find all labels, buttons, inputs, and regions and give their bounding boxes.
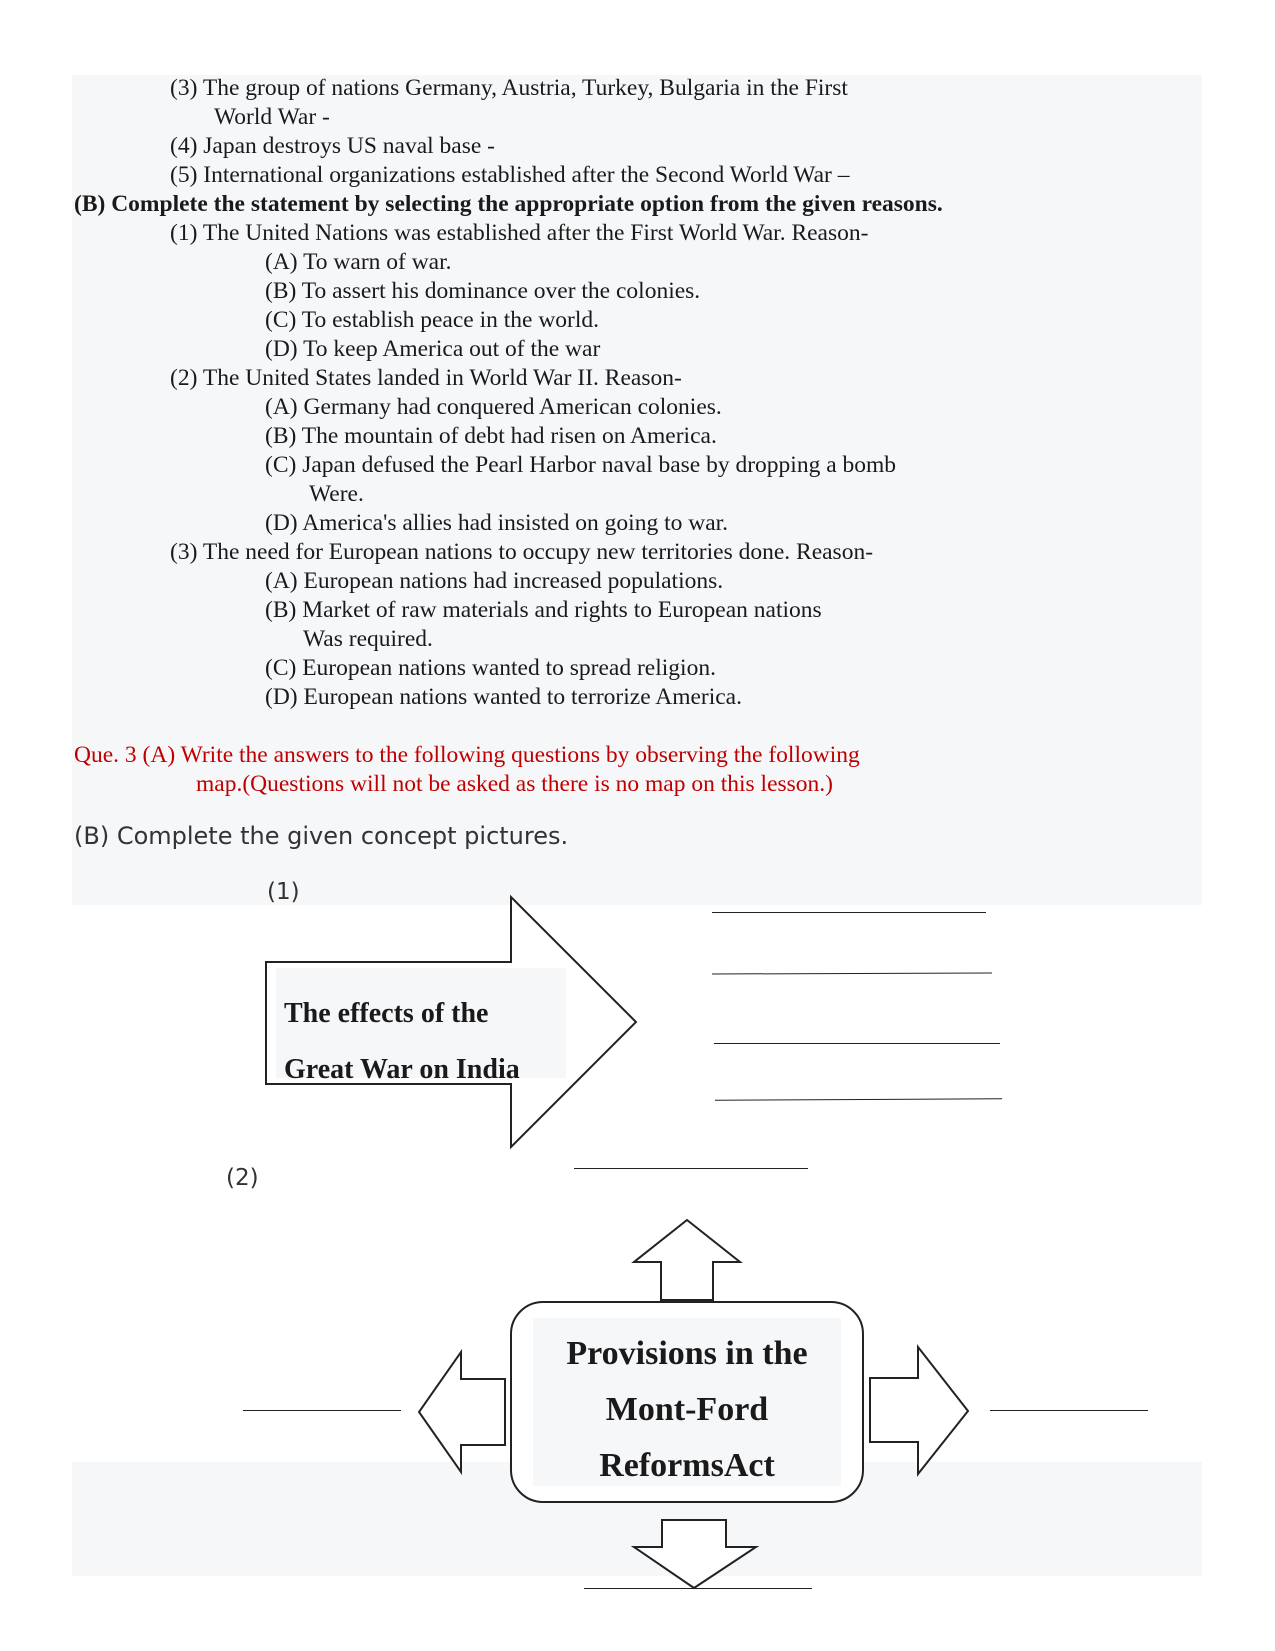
q1-option-d: (D) To keep America out of the war [265,336,601,362]
q3-option-b-line2: Was required. [303,626,433,652]
q2-option-a: (A) Germany had conquered American colonies. [265,394,722,420]
concept2-up-arrow [634,1220,740,1300]
concept2-answer-blank-top[interactable] [574,1168,808,1169]
concept1-answer-blank-3[interactable] [714,1043,1000,1044]
question-item-4: (4) Japan destroys US naval base - [170,133,495,159]
q1-statement: (1) The United Nations was established after the First World War. Reason- [170,220,869,246]
concept2-answer-blank-right[interactable] [990,1410,1148,1411]
que3-part-b-heading: (B) Complete the given concept pictures. [74,822,569,850]
q2-option-c-line1: (C) Japan defused the Pearl Harbor naval base by dropping a bomb [265,452,897,478]
q3-statement: (3) The need for European nations to occupy new territories done. Reason- [170,539,874,565]
concept2-answer-blank-left[interactable] [243,1410,401,1411]
concept2-down-arrow [634,1520,756,1588]
q2-statement: (2) The United States landed in World War II. Reason- [170,365,682,391]
section-b-heading: (B) Complete the statement by selecting the appropriate option from the given reasons. [74,191,943,217]
q3-option-b-line1: (B) Market of raw materials and rights to European nations [265,597,822,623]
q2-option-c-line2: Were. [309,481,364,507]
que3-instruction-line2: map.(Questions will not be asked as there is no map on this lesson.) [196,771,834,797]
q2-option-b: (B) The mountain of debt had risen on America. [265,423,717,449]
question-item-3-line1: (3) The group of nations Germany, Austria, Turkey, Bulgaria in the First [170,75,848,101]
q3-option-a: (A) European nations had increased populations. [265,568,724,594]
q1-option-b: (B) To assert his dominance over the colonies. [265,278,701,304]
concept2-left-arrow [419,1352,505,1472]
q3-option-c: (C) European nations wanted to spread religion. [265,655,716,681]
q1-option-c: (C) To establish peace in the world. [265,307,600,333]
concept2-number: (2) [226,1165,259,1191]
que3-instruction-line1: Que. 3 (A) Write the answers to the following questions by observing the following [74,742,860,768]
concept1-answer-blank-1[interactable] [712,912,986,913]
concept2-answer-blank-bottom[interactable] [584,1588,812,1589]
concept1-center-text [284,986,520,1098]
concept1-text-line2: Great War on India [284,1054,520,1085]
q3-option-d: (D) European nations wanted to terrorize America. [265,684,742,710]
concept2-text-line2: Mont-Ford [605,1391,769,1428]
concept2-right-arrow [870,1347,968,1474]
concept1-number: (1) [267,879,300,905]
q1-option-a: (A) To warn of war. [265,249,452,275]
concept2-center-text [533,1326,841,1494]
concept1-text-line1: The effects of the [284,998,489,1029]
concept2-text-line3: ReformsAct [599,1447,775,1484]
concept2-text-line1: Provisions in the [566,1335,808,1372]
q2-option-d: (D) America's allies had insisted on going to war. [265,510,729,536]
question-item-5: (5) International organizations established after the Second World War – [170,162,850,188]
question-item-3-line2: World War - [214,104,330,130]
